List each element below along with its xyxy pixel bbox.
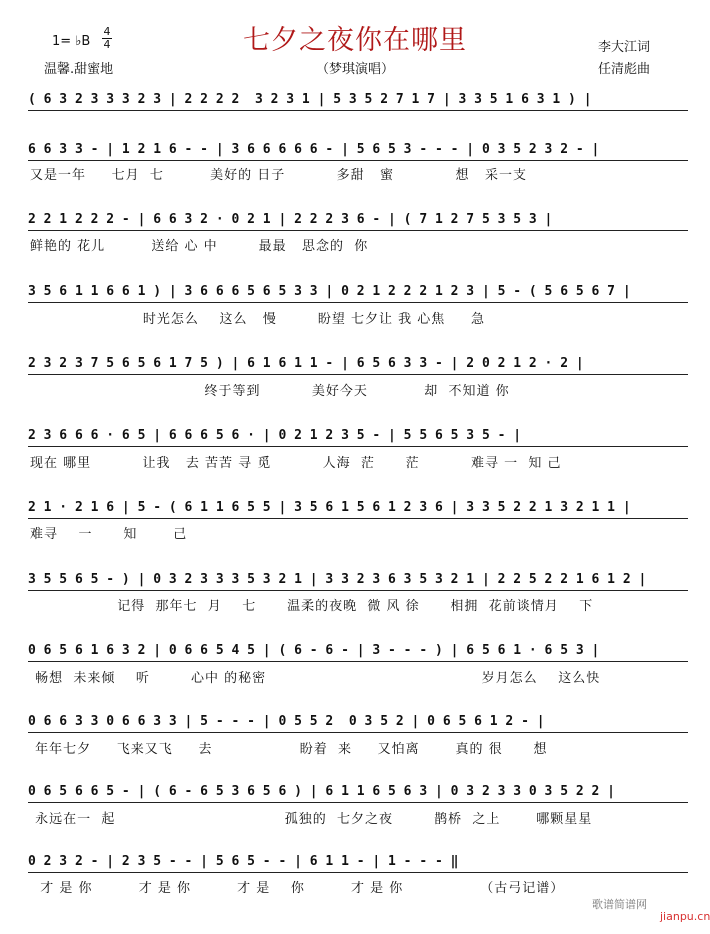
time-signature-top: 4 bbox=[103, 25, 111, 38]
lyricist-credit: 李大江词 bbox=[598, 40, 651, 55]
beam-line bbox=[28, 661, 688, 662]
score-notes-line-3: 2 2 1 2 2 2 - | 6 6 3 2 · 0 2 1 | 2 2 2 3 6 - | ( 7 1 2 7 5 3 5 3 | bbox=[28, 212, 553, 227]
score-notes-line-2: 6 6 3 3 - | 1 2 1 6 - - | 3 6 6 6 6 6 - | 5 6 5 3 - - - | 0 3 5 2 3 2 - | bbox=[28, 142, 600, 157]
composer-credit: 任清彪曲 bbox=[598, 62, 651, 77]
watermark-site: 歌谱简谱网 bbox=[592, 898, 647, 911]
watermark-url: jianpu.cn bbox=[660, 910, 710, 923]
beam-line bbox=[28, 446, 688, 447]
score-notes-line-11: 0 6 5 6 6 5 - | ( 6 - 6 5 3 6 5 6 ) | 6 1 1 6 5 6 3 | 0 3 2 3 3 0 3 5 2 2 | bbox=[28, 784, 615, 799]
lyrics-line-9: 畅想 未来倾 听 心中 的秘密 岁月怎么 这么快 bbox=[30, 671, 601, 686]
score-notes-line-12: 0 2 3 2 - | 2 3 5 - - | 5 6 5 - - | 6 1 1 - | 1 - - - ‖ bbox=[28, 854, 459, 869]
beam-line bbox=[28, 518, 688, 519]
singer-credit: （梦琪演唱） bbox=[315, 62, 394, 77]
score-notes-line-5: 2 3 2 3 7 5 6 5 6 1 7 5 ) | 6 1 6 1 1 - | 6 5 6 3 3 - | 2 0 2 1 2 · 2 | bbox=[28, 356, 584, 371]
beam-line bbox=[28, 302, 688, 303]
performance-style: 温馨.甜蜜地 bbox=[44, 62, 114, 77]
lyrics-line-10: 年年七夕 飞来又飞 去 盼着 来 又怕离 真的 很 想 bbox=[30, 742, 548, 757]
beam-line bbox=[28, 110, 688, 111]
score-notes-line-9: 0 6 5 6 1 6 3 2 | 0 6 6 5 4 5 | ( 6 - 6 - | 3 - - - ) | 6 5 6 1 · 6 5 3 | bbox=[28, 643, 600, 658]
lyrics-line-4: 时光怎么 这么 慢 盼望 七夕让 我 心焦 急 bbox=[30, 312, 485, 327]
song-title: 七夕之夜你在哪里 bbox=[243, 25, 467, 56]
score-notes-line-4: 3 5 6 1 1 6 6 1 ) | 3 6 6 6 5 6 5 3 3 | 0 2 1 2 2 2 1 2 3 | 5 - ( 5 6 5 6 7 | bbox=[28, 284, 631, 299]
time-signature bbox=[100, 26, 114, 51]
beam-line bbox=[28, 590, 688, 591]
beam-line bbox=[28, 802, 688, 803]
beam-line bbox=[28, 872, 688, 873]
beam-line bbox=[28, 732, 688, 733]
lyrics-line-6: 现在 哪里 让我 去 苦苦 寻 觅 人海 茫 茫 难寻 一 知 己 bbox=[30, 456, 562, 471]
lyrics-line-5: 终于等到 美好今天 却 不知道 你 bbox=[30, 384, 510, 399]
lyrics-line-3: 鲜艳的 花儿 送给 心 中 最最 思念的 你 bbox=[30, 239, 369, 254]
lyrics-line-8: 记得 那年七 月 七 温柔的夜晚 微 风 徐 相拥 花前谈情月 下 bbox=[30, 599, 594, 614]
score-notes-line-10: 0 6 6 3 3 0 6 6 3 3 | 5 - - - | 0 5 5 2 0 3 5 2 | 0 6 5 6 1 2 - | bbox=[28, 714, 545, 729]
lyrics-line-11: 永远在一 起 孤独的 七夕之夜 鹊桥 之上 哪颗星星 bbox=[30, 812, 593, 827]
lyrics-line-12: 才 是 你 才 是 你 才 是 你 才 是 你 （古弓记谱） bbox=[30, 881, 565, 896]
lyrics-line-7: 难寻 一 知 己 bbox=[30, 527, 188, 542]
time-signature-bottom: 4 bbox=[103, 38, 111, 51]
key-signature: 1= ♭B bbox=[52, 34, 91, 49]
beam-line bbox=[28, 230, 688, 231]
beam-line bbox=[28, 374, 688, 375]
beam-line bbox=[28, 160, 688, 161]
score-notes-line-8: 3 5 5 6 5 - ) | 0 3 2 3 3 3 5 3 2 1 | 3 3 2 3 6 3 5 3 2 1 | 2 2 5 2 2 1 6 1 2 | bbox=[28, 572, 647, 587]
score-notes-line-1: ( 6 3 2 3 3 3 2 3 | 2 2 2 2 3 2 3 1 | 5 3 5 2 7 1 7 | 3 3 5 1 6 3 1 ) | bbox=[28, 92, 592, 107]
score-notes-line-7: 2 1 · 2 1 6 | 5 - ( 6 1 1 6 5 5 | 3 5 6 1 5 6 1 2 3 6 | 3 3 5 2 2 1 3 2 1 1 | bbox=[28, 500, 631, 515]
lyrics-line-2: 又是一年 七月 七 美好的 日子 多甜 蜜 想 采一支 bbox=[30, 168, 527, 183]
score-notes-line-6: 2 3 6 6 6 · 6 5 | 6 6 6 5 6 · | 0 2 1 2 3 5 - | 5 5 6 5 3 5 - | bbox=[28, 428, 522, 443]
